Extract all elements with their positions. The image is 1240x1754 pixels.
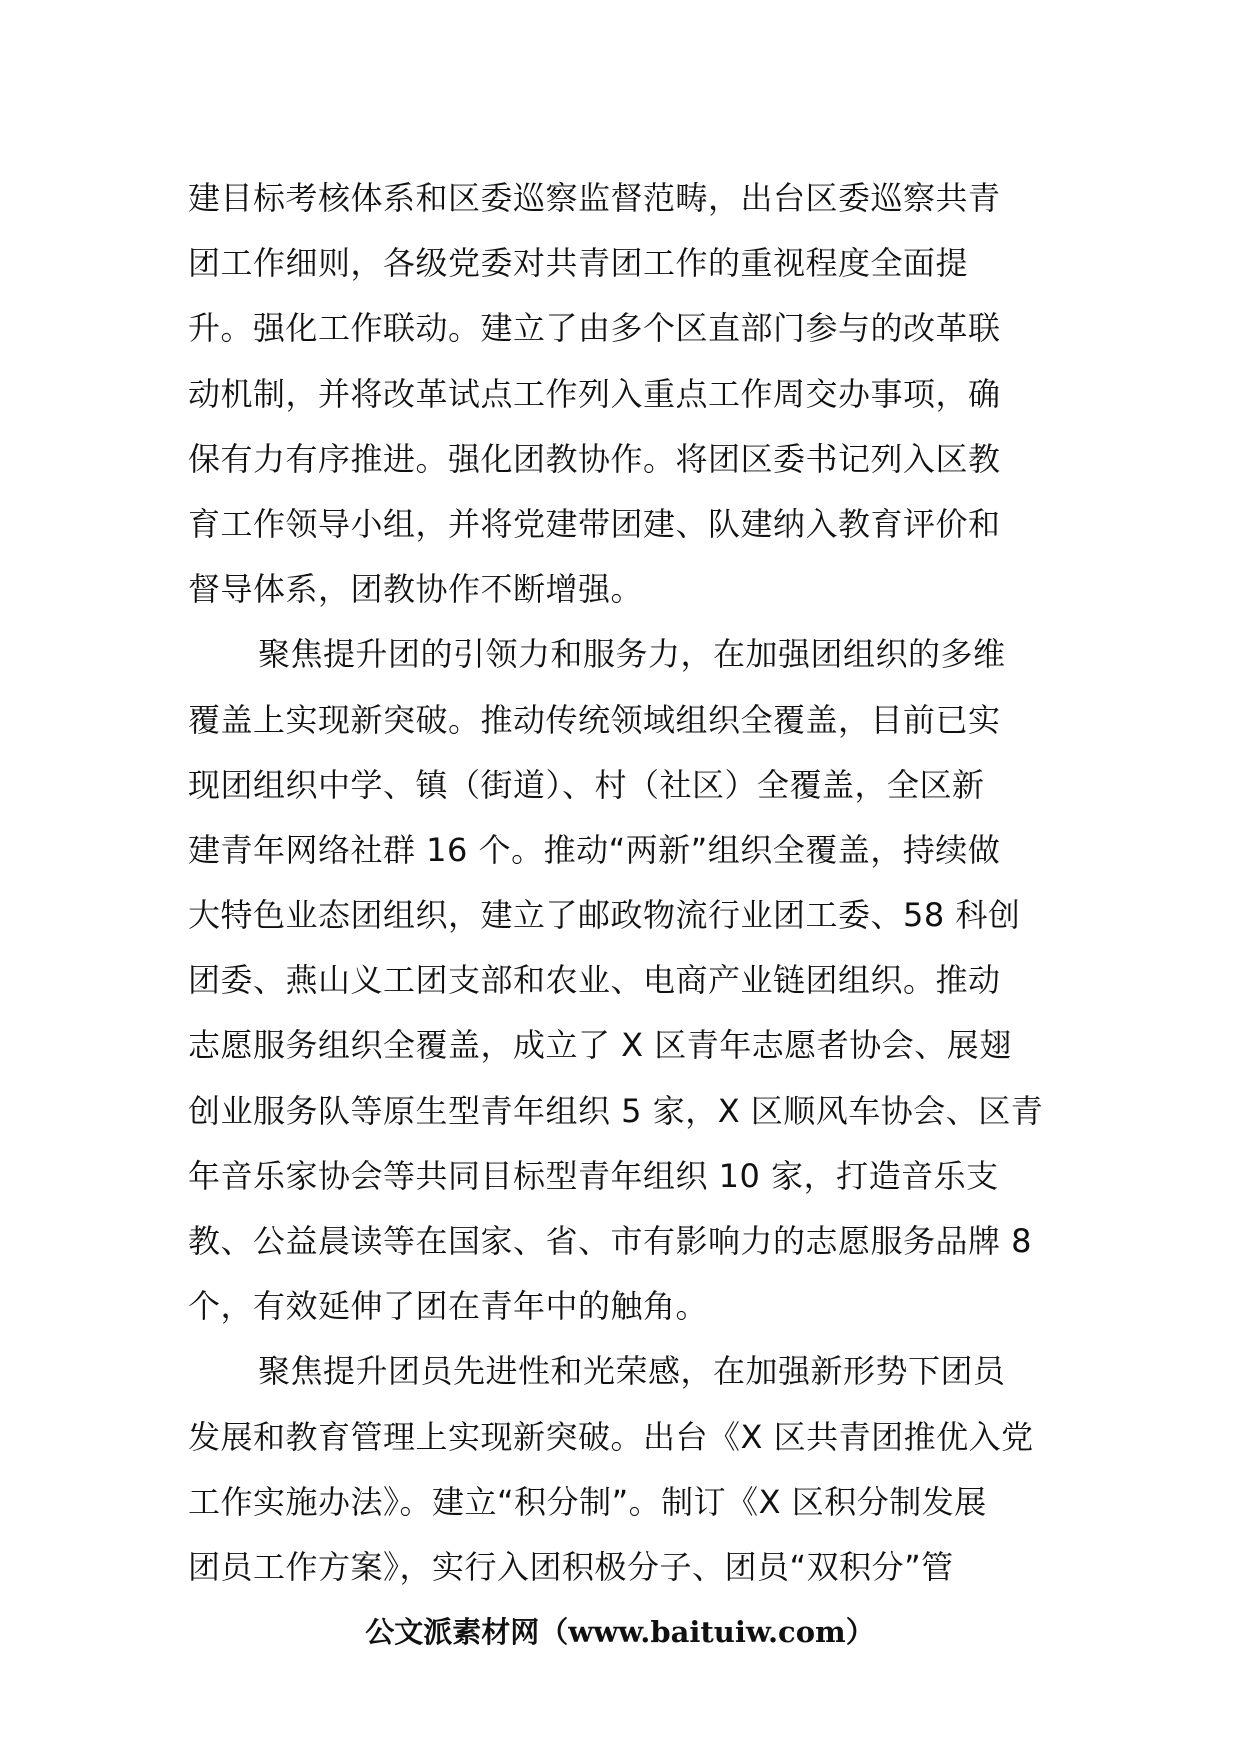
text-line: 团委、燕山义工团支部和农业、电商产业链团组织。推动 [188,961,1001,1000]
text-line: 覆盖上实现新突破。推动传统领域组织全覆盖，目前已实 [188,700,1001,739]
text-line: 建青年网络社群 16 个。推动“两新”组织全覆盖，持续做 [188,830,1001,869]
text-line: 大特色业态团组织，建立了邮政物流行业团工委、58 科创 [188,896,1021,935]
paragraph-start-line: 聚焦提升团员先进性和光荣感，在加强新形势下团员 [258,1352,1006,1391]
text-line: 育工作领导小组，并将党建带团建、队建纳入教育评价和 [188,504,1001,543]
footer-watermark: 公文派素材网（www.baituiw.com） [365,1615,875,1649]
text-line: 志愿服务组织全覆盖，成立了 X 区青年志愿者协会、展翅 [188,1026,1012,1065]
text-line: 个，有效延伸了团在青年中的触角。 [188,1287,709,1326]
text-line: 升。强化工作联动。建立了由多个区直部门参与的改革联 [188,309,1001,348]
text-line: 年音乐家协会等共同目标型青年组织 10 家，打造音乐支 [188,1156,999,1195]
text-line: 工作实施办法》。建立“积分制”。制订《X 区积分制发展 [188,1482,987,1521]
text-line: 团工作细则，各级党委对共青团工作的重视程度全面提 [188,244,969,283]
text-line: 保有力有序推进。强化团教协作。将团区委书记列入区教 [188,439,1001,478]
document-body [188,166,1058,1600]
text-line: 动机制，并将改革试点工作列入重点工作周交办事项，确 [188,374,1001,413]
text-line: 现团组织中学、镇（街道）、村（社区）全覆盖，全区新 [188,765,985,804]
text-line: 教、公益晨读等在国家、省、市有影响力的志愿服务品牌 8 [188,1222,1033,1260]
text-line: 团员工作方案》，实行入团积极分子、团员“双积分”管 [188,1547,954,1586]
paragraph-start-line: 聚焦提升团的引领力和服务力，在加强团组织的多维 [258,635,1006,674]
text-line: 发展和教育管理上实现新突破。出台《X 区共青团推优入党 [188,1417,1034,1456]
text-line: 创业服务队等原生型青年组织 5 家，X 区顺风车协会、区青 [188,1091,1044,1130]
text-line: 督导体系，团教协作不断增强。 [188,570,644,609]
text-line: 建目标考核体系和区委巡察监督范畴，出台区委巡察共青 [188,179,1001,217]
